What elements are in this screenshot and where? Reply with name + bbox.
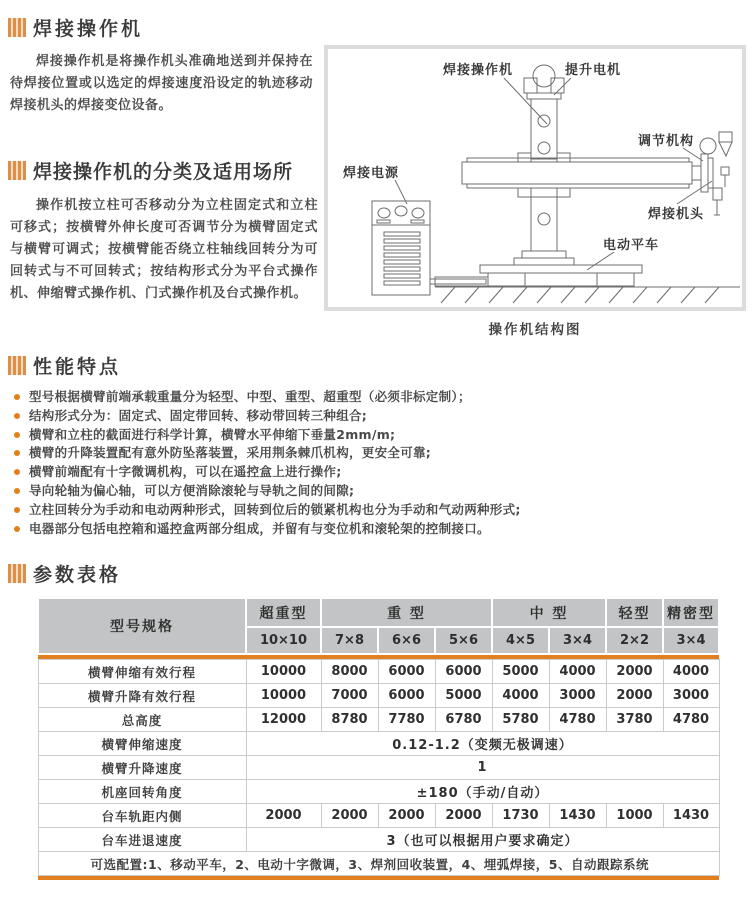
bullet-dot-icon	[14, 394, 20, 400]
cell: 6000	[378, 684, 435, 708]
cell-merged: 3（也可以根据用户要求确定）	[246, 828, 719, 852]
row-label: 总高度	[38, 708, 246, 732]
section-title: 焊接操作机	[33, 18, 144, 40]
section-stripe-icon	[8, 161, 26, 180]
table-row	[38, 660, 719, 684]
classification-paragraph: 操作机按立柱可否移动分为立柱固定式和立柱可移式；按横臂外伸长度可否调节分为横臂固定式与横臂可调式；按横臂能否绕立柱轴线回转分为可回转式与不可回转式；按结构形式分为平台式操作机、伸缩臂式操作机、门式操作机及台式操作机。	[10, 198, 318, 301]
cell: 5780	[492, 708, 549, 732]
section-features-header	[8, 352, 121, 379]
list-item	[12, 520, 742, 539]
feature-text: 型号根据横臂前端承载重量分为轻型、中型、重型、超重型（必须非标定制）；	[29, 389, 471, 404]
section-stripe-icon	[8, 18, 26, 37]
section-title: 焊接操作机的分类及适用场所	[33, 161, 294, 183]
row-label: 台车进退速度	[38, 828, 246, 852]
cell: 4000	[663, 660, 719, 684]
table-row	[38, 756, 719, 780]
table-row	[38, 780, 719, 804]
cell: 7000	[321, 684, 378, 708]
cell: 12000	[246, 708, 321, 732]
cell: 4780	[549, 708, 606, 732]
section-stripe-icon	[8, 356, 26, 375]
column-group-super-heavy: 超重型	[246, 598, 321, 627]
diagram-label-head: 焊接机头	[648, 207, 705, 222]
section-parameters-header	[8, 560, 121, 587]
feature-text: 横臂的升降装置配有意外防坠落装置，采用荆条棘爪机构，更安全可靠;	[29, 445, 432, 461]
diagram-label-power: 焊接电源	[343, 166, 400, 181]
cell: 1000	[606, 804, 663, 828]
section-title: 参数表格	[33, 564, 122, 586]
cell: 1430	[663, 804, 719, 828]
column-header-size: 3×4	[549, 627, 606, 654]
feature-text: 立柱回转分为手动和电动两种形式，回转到位后的锁紧机构也分为手动和气动两种形式;	[29, 501, 521, 517]
cell: 1430	[549, 804, 606, 828]
cell: 2000	[606, 660, 663, 684]
list-item	[12, 407, 742, 426]
feature-text: 电器部分包括电控箱和遥控盒两部分组成，并留有与变位机和滚轮架的控制接口。	[29, 520, 490, 536]
feature-text: 导向轮轴为偏心轴，可以方便消除滚轮与导轨之间的间隙;	[29, 482, 355, 498]
intro-paragraph: 焊接操作机是将操作机头准确地送到并保持在待焊接位置或以选定的焊接速度沿设定的轨迹移动焊接机头的焊接变位设备。	[10, 54, 313, 113]
bullet-dot-icon	[14, 450, 20, 456]
cell: 2000	[321, 804, 378, 828]
column-header-model: 型号规格	[38, 598, 246, 654]
row-label: 横臂伸缩速度	[38, 732, 246, 756]
row-label: 横臂伸缩有效行程	[38, 660, 246, 684]
table-row	[38, 732, 719, 756]
optional-config-note: 可选配置:1、移动平车，2、电动十字微调，3、焊剂回收装置，4、埋弧焊接，5、自动跟踪系统	[38, 852, 719, 876]
cell: 5000	[492, 660, 549, 684]
parameter-table	[37, 597, 720, 880]
diagram-label-machine: 焊接操作机	[443, 63, 514, 78]
section-classification-header	[8, 157, 293, 184]
feature-text: 横臂和立柱的截面进行科学计算，横臂水平伸缩下垂量2mm/m;	[29, 426, 396, 442]
table-row	[38, 684, 719, 708]
diagram-caption: 操作机结构图	[488, 322, 582, 338]
machine-structure-drawing	[328, 49, 742, 307]
table-bottom-accent-bar	[38, 876, 719, 881]
cell: 3000	[549, 684, 606, 708]
cell: 8000	[321, 660, 378, 684]
diagram-label-adjust: 调节机构	[638, 134, 695, 149]
cell: 10000	[246, 684, 321, 708]
column-group-medium: 中 型	[492, 598, 606, 627]
cell: 4000	[492, 684, 549, 708]
cell: 5000	[435, 684, 492, 708]
cell: 3780	[606, 708, 663, 732]
cell: 2000	[606, 684, 663, 708]
feature-text: 结构形式分为：固定式、固定带回转、移动带回转三种组合;	[29, 407, 368, 423]
cell: 2000	[435, 804, 492, 828]
cell: 6780	[435, 708, 492, 732]
diagram-label-motor: 提升电机	[565, 63, 622, 78]
column-group-precision: 精密型	[663, 598, 719, 627]
cell-merged: 1	[246, 756, 719, 780]
column-group-light: 轻型	[606, 598, 663, 627]
section-title: 性能特点	[33, 356, 122, 378]
bullet-dot-icon	[14, 469, 20, 475]
cell: 1730	[492, 804, 549, 828]
list-item	[12, 388, 742, 407]
list-item	[12, 463, 742, 482]
table-row	[38, 828, 719, 852]
list-item	[12, 444, 742, 463]
column-header-size: 3×4	[663, 627, 719, 654]
bullet-dot-icon	[14, 432, 20, 438]
row-label: 台车轨距内侧	[38, 804, 246, 828]
row-label: 横臂升降速度	[38, 756, 246, 780]
bullet-dot-icon	[14, 488, 20, 494]
column-header-size: 4×5	[492, 627, 549, 654]
cell: 4780	[663, 708, 719, 732]
row-label: 机座回转角度	[38, 780, 246, 804]
column-header-size: 10×10	[246, 627, 321, 654]
column-header-size: 6×6	[378, 627, 435, 654]
table-row	[38, 708, 719, 732]
cell: 10000	[246, 660, 321, 684]
table-row	[38, 804, 719, 828]
list-item	[12, 426, 742, 445]
table-header-group-row	[38, 598, 719, 627]
list-item	[12, 482, 742, 501]
list-item	[12, 501, 742, 520]
column-header-size: 5×6	[435, 627, 492, 654]
bullet-dot-icon	[14, 413, 20, 419]
cell: 2000	[378, 804, 435, 828]
cell: 6000	[378, 660, 435, 684]
bullet-dot-icon	[14, 526, 20, 532]
cell: 7780	[378, 708, 435, 732]
cell: 3000	[663, 684, 719, 708]
cell-merged: ±180（手动/自动）	[246, 780, 719, 804]
cell: 2000	[246, 804, 321, 828]
machine-structure-diagram	[324, 45, 746, 311]
column-header-size: 7×8	[321, 627, 378, 654]
cell-merged: 0.12-1.2（变频无极调速）	[246, 732, 719, 756]
column-group-heavy: 重 型	[321, 598, 492, 627]
section-intro-header	[8, 14, 143, 41]
feature-text: 横臂前端配有十字微调机构，可以在遥控盒上进行操作;	[29, 464, 342, 480]
cell: 6000	[435, 660, 492, 684]
row-label: 横臂升降有效行程	[38, 684, 246, 708]
bullet-dot-icon	[14, 507, 20, 513]
feature-list	[12, 388, 742, 538]
section-stripe-icon	[8, 564, 26, 583]
cell: 4000	[549, 660, 606, 684]
table-footer-row	[38, 852, 719, 876]
diagram-label-trolley: 电动平车	[603, 238, 660, 253]
column-header-size: 2×2	[606, 627, 663, 654]
cell: 8780	[321, 708, 378, 732]
